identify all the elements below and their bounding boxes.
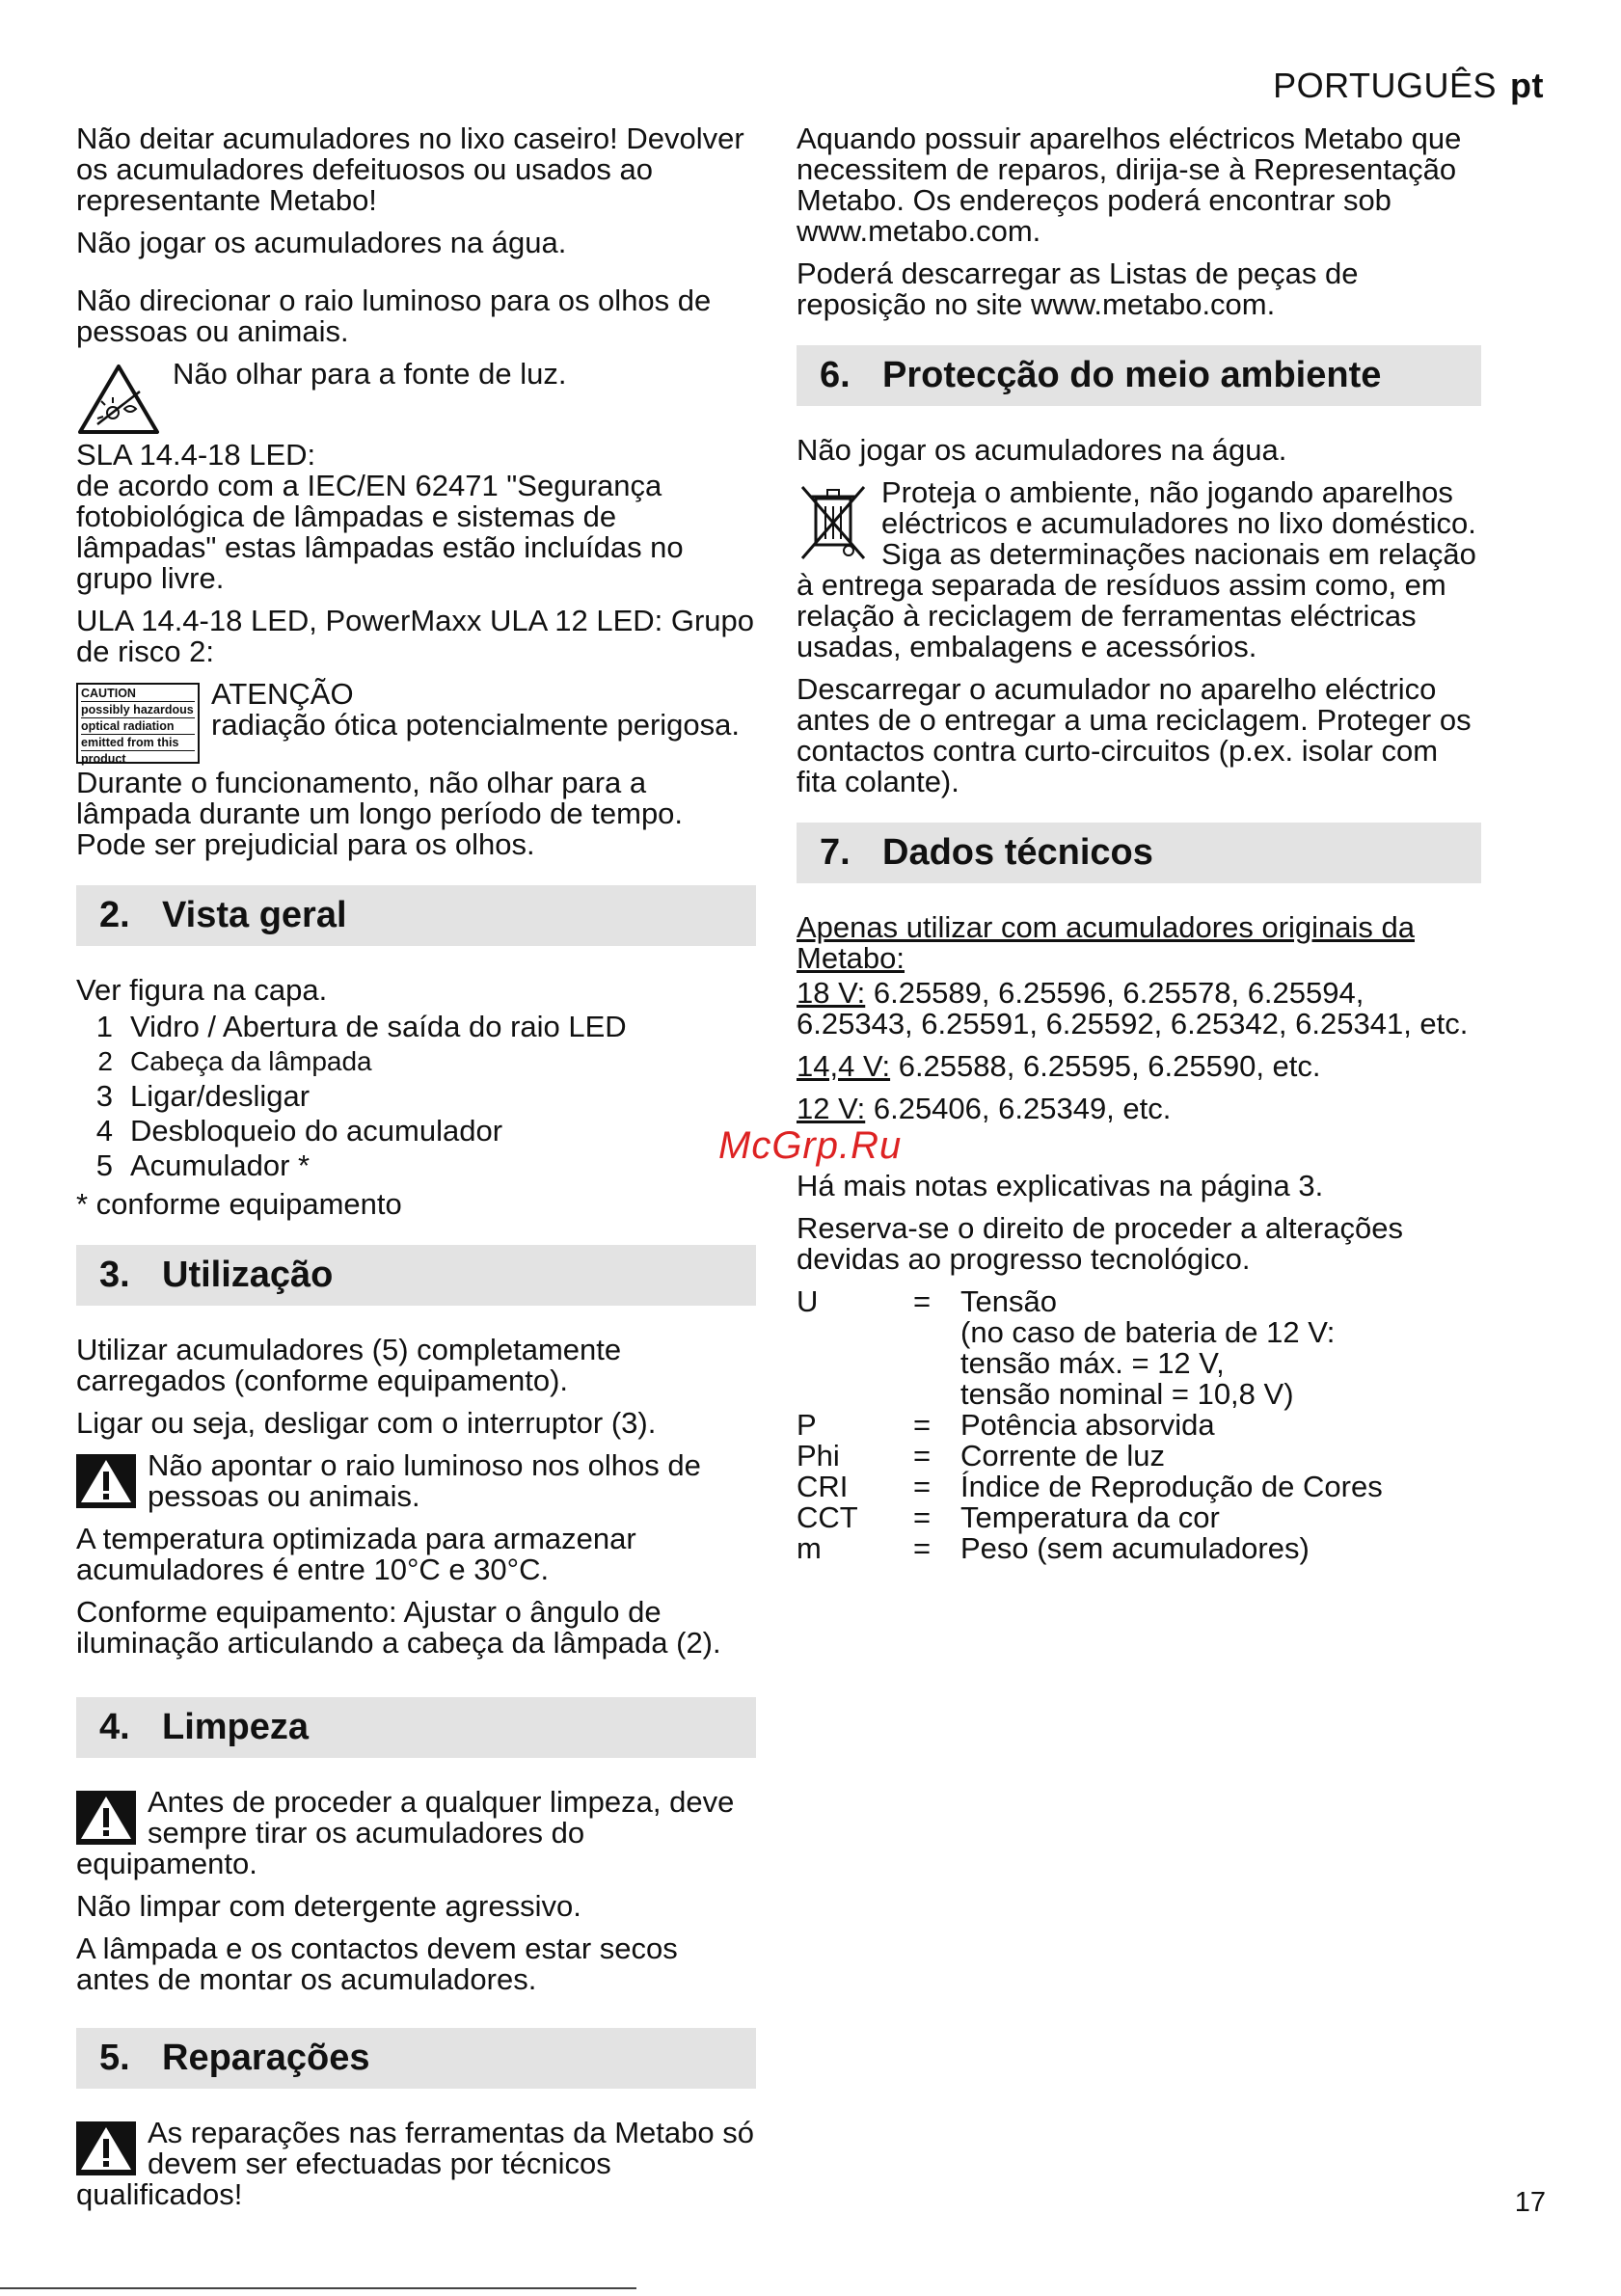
paragraph: Durante o funcionamento, não olhar para a lâmpada durante um longo período de tempo. Pode ser prejudicial para os olhos. (76, 766, 684, 861)
paragraph: Não direcionar o raio luminoso para os olhos de pessoas ou animais. (76, 284, 712, 348)
watermark: McGrp.Ru (718, 1124, 903, 1167)
paragraph: Conforme equipamento: Ajustar o ângulo de iluminação articulando a cabeça da lâmpada (2). (76, 1595, 721, 1660)
paragraph: Aquando possuir aparelhos eléctricos Metabo que necessitem de reparos, dirija-se à Representação Metabo. Os endereços poderá encontrar sob www.metabo.com. (797, 122, 1462, 248)
legend-row: CRI = Índice de Reprodução de Cores (797, 1470, 1383, 1503)
technical-legend (797, 1286, 1481, 1564)
warning-block (76, 1450, 756, 1524)
section-heading-overview: 2. Vista geral (76, 885, 756, 946)
section-heading-technical-data: 7. Dados técnicos (797, 823, 1481, 883)
paragraph: Ver figura na capa. (76, 973, 328, 1007)
warning-text: As reparações nas ferramentas da Metabo só devem ser efectuadas por técnicos qualificados! (76, 2116, 754, 2211)
warning-block (76, 2118, 756, 2222)
paragraph: Poderá descarregar as Listas de peças de reposição no site www.metabo.com. (797, 257, 1359, 321)
legend-row: (no caso de bateria de 12 V: (960, 1315, 1336, 1349)
paragraph: Não jogar os acumuladores na água. (76, 226, 567, 259)
legend-row: tensão máx. = 12 V, (960, 1346, 1225, 1380)
list-item: 2 Cabeça da lâmpada (97, 1046, 372, 1076)
header-language-code: pt (1510, 66, 1544, 105)
paragraph: Há mais notas explicativas na página 3. (797, 1169, 1324, 1202)
warning-icon (76, 1791, 136, 1845)
legend-row: CCT = Temperatura da cor (797, 1500, 1220, 1534)
right-column (797, 123, 1481, 1564)
page-number: 17 (1514, 2187, 1546, 2218)
paragraph: Não deitar acumuladores no lixo caseiro! Devolver os acumuladores defeituosos ou usados ao representante Metabo! (76, 122, 744, 217)
header-language: PORTUGUÊS (1273, 66, 1498, 105)
page-header (1273, 66, 1544, 106)
legend-row: Phi = Corrente de luz (797, 1439, 1165, 1472)
eye-warning-block (76, 359, 756, 440)
overview-list (76, 1010, 756, 1183)
section-heading-environment: 6. Protecção do meio ambiente (797, 345, 1481, 406)
caution-label-icon: CAUTION possibly hazardous optical radiation emitted from this product (76, 683, 200, 764)
list-item: 4 Desbloqueio do acumulador (95, 1114, 503, 1148)
paragraph: Ligar ou seja, desligar com o interruptor (3). (76, 1406, 657, 1440)
legend-row: m = Peso (sem acumuladores) (797, 1531, 1310, 1565)
section-heading-repairs: 5. Reparações (76, 2028, 756, 2089)
attention-text: radiação ótica potencialmente perigosa. (211, 708, 741, 742)
paragraph: de acordo com a IEC/EN 62471 "Segurança fotobiológica de lâmpadas e sistemas de lâmpadas" estas lâmpadas estão incluídas no grupo livre. (76, 469, 684, 595)
battery-18v: 18 V: 6.25589, 6.25596, 6.25578, 6.25594, 6.25343, 6.25591, 6.25592, 6.25342, 6.25341, etc. (797, 976, 1469, 1040)
battery-intro: Apenas utilizar com acumuladores originais da Metabo: (797, 910, 1415, 975)
paragraph: Utilizar acumuladores (5) completamente carregados (conforme equipamento). (76, 1333, 622, 1397)
paragraph: Reserva-se o direito de proceder a alterações devidas ao progresso tecnológico. (797, 1211, 1403, 1276)
paragraph: Não limpar com detergente agressivo. (76, 1889, 581, 1923)
do-not-look-light-icon (76, 363, 161, 436)
warning-text: Não apontar o raio luminoso nos olhos de pessoas ou animais. (148, 1448, 701, 1513)
section-heading-cleaning: 4. Limpeza (76, 1697, 756, 1758)
list-item: 3 Ligar/desligar (95, 1079, 311, 1113)
section-heading-usage: 3. Utilização (76, 1245, 756, 1306)
warning-icon (76, 1454, 136, 1508)
legend-row: U = Tensão (797, 1284, 1057, 1318)
paragraph: Não jogar os acumuladores na água. (797, 433, 1287, 467)
warning-icon (76, 2121, 136, 2175)
paragraph: Proteja o ambiente, não jogando aparelhos eléctricos e acumuladores no lixo doméstico. Siga as determinações nacionais em relação à entrega separada de resíduos assim como, em relação à reciclagem de ferramentas eléctricas usadas, embalagens e acessórios. (797, 475, 1476, 663)
caution-block (76, 679, 756, 768)
footnote: * conforme equipamento (76, 1187, 402, 1221)
warning-block (76, 1787, 756, 1891)
left-column (76, 123, 756, 2222)
paragraph: SLA 14.4-18 LED: (76, 438, 316, 472)
legend-row: tensão nominal = 10,8 V) (960, 1377, 1294, 1411)
list-item: 1 Vidro / Abertura de saída do raio LED (95, 1010, 627, 1043)
battery-12v: 12 V: 6.25406, 6.25349, etc. (797, 1092, 1172, 1125)
bottom-rule (0, 2287, 636, 2289)
crossed-out-bin-icon (797, 481, 870, 562)
attention-title: ATENÇÃO (211, 677, 354, 711)
paragraph: ULA 14.4-18 LED, PowerMaxx ULA 12 LED: Grupo de risco 2: (76, 604, 755, 668)
warning-text: Antes de proceder a qualquer limpeza, deve sempre tirar os acumuladores do equipamento. (76, 1785, 735, 1880)
paragraph: A temperatura optimizada para armazenar acumuladores é entre 10°C e 30°C. (76, 1522, 636, 1586)
paragraph: A lâmpada e os contactos devem estar secos antes de montar os acumuladores. (76, 1931, 678, 1996)
paragraph: Não olhar para a fonte de luz. (173, 357, 567, 391)
recycling-block (797, 477, 1481, 662)
paragraph: Descarregar o acumulador no aparelho eléctrico antes de o entregar a uma reciclagem. Proteger os contactos contra curto-circuitos (p.ex. isolar com fita colante). (797, 672, 1472, 798)
list-item: 5 Acumulador * (95, 1148, 311, 1182)
legend-row: P = Potência absorvida (797, 1408, 1215, 1442)
battery-14v: 14,4 V: 6.25588, 6.25595, 6.25590, etc. (797, 1049, 1321, 1083)
